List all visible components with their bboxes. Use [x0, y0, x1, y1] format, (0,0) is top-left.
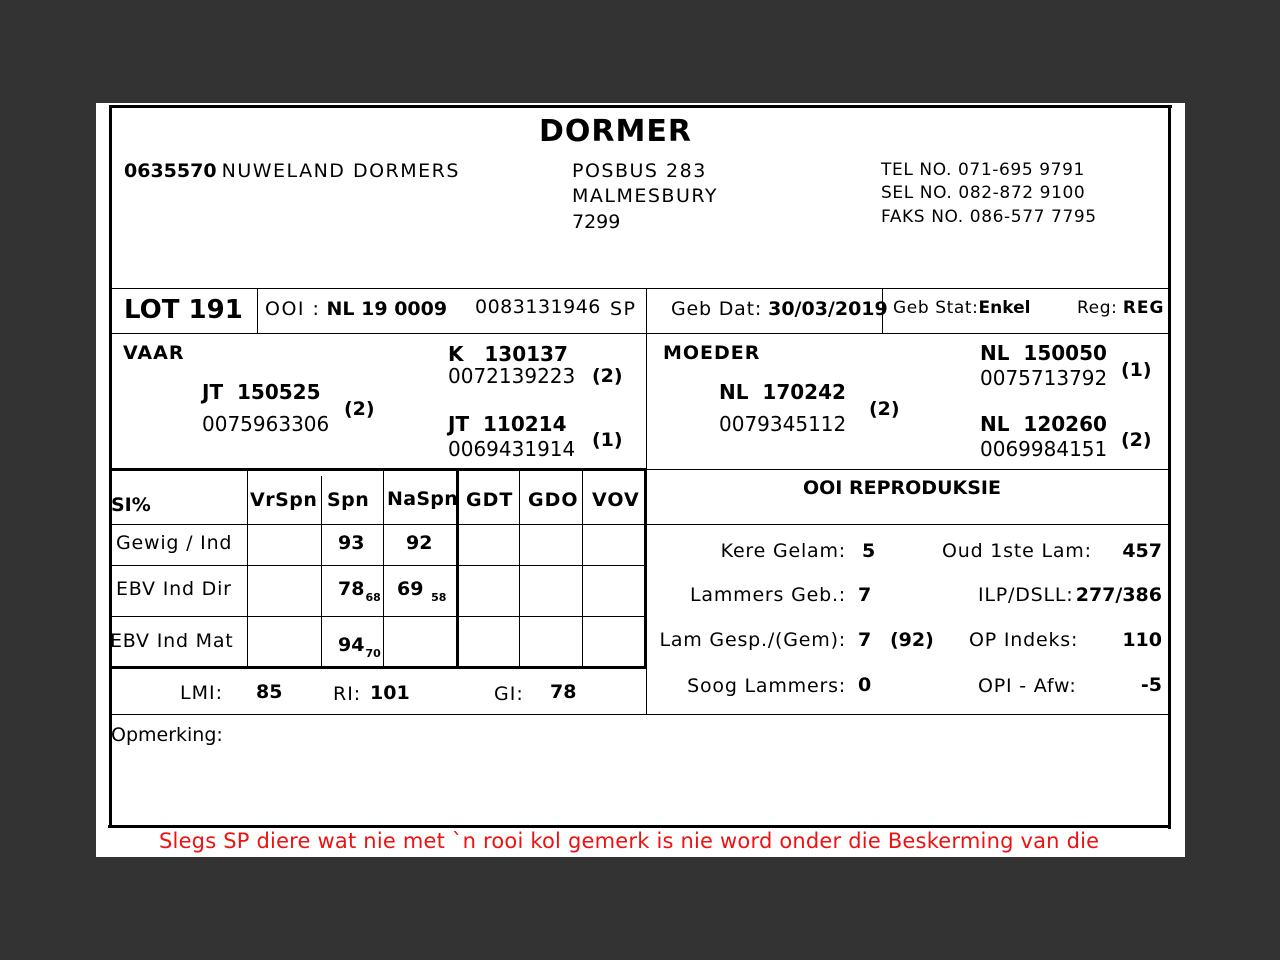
divider-pedigree-left	[111, 468, 647, 471]
reg-value: REG	[1122, 298, 1165, 318]
repro-oud-1ste-label: Oud 1ste Lam:	[942, 540, 1092, 562]
lot-label	[124, 295, 243, 325]
breeder-code: 0635570	[124, 160, 217, 182]
gi-value: 78	[550, 681, 577, 703]
row-label-ebv-mat: EBV Ind Mat	[110, 630, 234, 652]
geb-stat-value: Enkel	[978, 298, 1031, 318]
repro-op-indeks-value: 110	[1122, 629, 1162, 651]
ebv-dir-spn-accuracy: 68	[365, 591, 381, 604]
moeder-id: NL 170242	[719, 380, 846, 404]
moeder-number: 0079345112	[719, 412, 847, 436]
vaar-sire-number: 0072139223	[448, 364, 576, 388]
moeder-sire-number: 0075713792	[980, 366, 1108, 390]
frame-left	[109, 105, 112, 828]
repro-lammers-geb-value: 7	[858, 584, 872, 606]
repro-opi-afw-value: -5	[1140, 674, 1162, 696]
col-gdo	[519, 470, 520, 668]
breed-title: DORMER	[539, 114, 692, 149]
repro-soog-value: 0	[858, 674, 872, 696]
reg-field	[1077, 298, 1165, 318]
divider-indices	[111, 714, 1169, 715]
address-line-1: POSBUS 283	[572, 160, 707, 182]
address-line-2: MALMESBURY	[572, 185, 718, 207]
repro-lam-gesp-value: 7	[858, 629, 872, 651]
col-header-vrspn: VrSpn	[250, 489, 318, 511]
ebv-dir-naspn-accuracy: 58	[431, 591, 447, 604]
geb-dat-label: Geb Dat:	[671, 298, 763, 320]
divider-pedigree-right	[646, 469, 1169, 470]
cell-gewig-spn: 93	[338, 532, 365, 554]
breeder	[124, 160, 460, 182]
vaar-grade: (2)	[344, 398, 375, 420]
moeder-sire-grade: (1)	[1121, 359, 1152, 381]
cell-ebv-dir-naspn	[397, 578, 447, 604]
ri-label: RI:	[333, 683, 362, 705]
contact-tel: TEL NO. 071-695 9791	[881, 160, 1085, 180]
col-header-gdt: GDT	[466, 489, 514, 511]
ebv-dir-spn-value: 78	[338, 578, 365, 600]
repro-ilp-value: 277/386	[1075, 584, 1162, 606]
repro-lammers-geb-label: Lammers Geb.:	[690, 584, 846, 606]
repro-ilp-label: ILP/DSLL:	[978, 584, 1074, 606]
divider-header	[111, 288, 1169, 289]
col-naspn	[383, 470, 384, 668]
vaar-label: VAAR	[123, 342, 185, 364]
geb-stat-label: Geb Stat:	[893, 298, 979, 318]
lot-label-text: LOT	[124, 295, 180, 325]
contact-sel: SEL NO. 082-872 9100	[881, 183, 1086, 203]
ebv-dir-naspn-value: 69	[397, 578, 424, 600]
repro-kere-gelam-label: Kere Gelam:	[720, 540, 846, 562]
col-vrspn	[247, 470, 248, 668]
vaar-id: JT 150525	[202, 380, 321, 404]
moeder-dam-number: 0069984151	[980, 437, 1108, 461]
col-header-spn: Spn	[327, 489, 370, 511]
ebv-mat-spn-accuracy: 70	[365, 647, 381, 660]
repro-op-indeks-label: OP Indeks:	[969, 629, 1079, 651]
col-header-naspn: NaSpn	[387, 488, 459, 510]
repro-kere-gelam-value: 5	[862, 540, 876, 562]
divider-table-head	[111, 524, 1169, 525]
row-label-gewig: Gewig / Ind	[116, 532, 233, 554]
col-vov	[582, 470, 583, 668]
row-label-ebv-dir: EBV Ind Dir	[116, 578, 232, 600]
repro-opi-afw-label: OPI - Afw:	[978, 675, 1077, 697]
divider-row1	[111, 565, 647, 566]
col-header-vov: VOV	[592, 489, 640, 511]
contact-fax: FAKS NO. 086-577 7795	[881, 207, 1097, 227]
gi-label: GI:	[494, 683, 524, 705]
repro-lam-gesp-label: Lam Gesp./(Gem):	[659, 629, 846, 651]
divider-table-bottom	[111, 666, 647, 669]
ri-value: 101	[370, 682, 410, 704]
address-line-3: 7299	[572, 211, 621, 233]
col-header-gdo: GDO	[528, 489, 579, 511]
frame-top	[109, 105, 1172, 108]
lot-grade: SP	[610, 298, 637, 320]
lot-reg-number: 0083131946	[475, 296, 601, 318]
repro-lam-gesp-avg: (92)	[890, 629, 934, 651]
ooi-label: OOI :	[265, 298, 321, 320]
ooi-id: NL 19 0009	[326, 298, 448, 320]
col-header-si: SI%	[111, 494, 151, 516]
vaar-dam-number: 0069431914	[448, 437, 576, 461]
lmi-value: 85	[256, 681, 283, 703]
ooi-field	[265, 298, 447, 320]
divider-center-thick	[644, 469, 647, 669]
vaar-number: 0075963306	[202, 412, 330, 436]
moeder-dam-id: NL 120260	[980, 412, 1107, 436]
cell-gewig-naspn: 92	[406, 532, 433, 554]
col-spn	[321, 476, 322, 668]
divider-lot	[111, 333, 1169, 334]
frame-bottom	[108, 825, 1171, 828]
lmi-label: LMI:	[180, 682, 223, 704]
frame-right	[1168, 105, 1171, 829]
cell-ebv-mat-spn	[338, 634, 381, 660]
vaar-dam-grade: (1)	[592, 429, 623, 451]
divider-row2	[111, 616, 647, 617]
reg-label: Reg:	[1077, 298, 1118, 318]
divider-lot-ooi	[257, 289, 258, 334]
breeder-name: NUWELAND DORMERS	[221, 160, 460, 182]
remarks-label: Opmerking:	[111, 724, 223, 746]
geb-stat-field	[893, 298, 1030, 318]
repro-soog-label: Soog Lammers:	[687, 675, 846, 697]
repro-title: OOI REPRODUKSIE	[803, 477, 1001, 499]
remarks-area	[113, 750, 1163, 820]
repro-oud-1ste-value: 457	[1122, 540, 1162, 562]
vaar-dam-id: JT 110214	[448, 412, 567, 436]
geb-dat-value: 30/03/2019	[768, 298, 888, 320]
cell-ebv-dir-spn	[338, 578, 381, 604]
vaar-sire-grade: (2)	[592, 365, 623, 387]
moeder-grade: (2)	[869, 398, 900, 420]
ebv-mat-spn-value: 94	[338, 634, 365, 656]
lot-number: 191	[188, 295, 243, 325]
vaar-sire-id: K 130137	[448, 342, 568, 366]
moeder-dam-grade: (2)	[1121, 429, 1152, 451]
moeder-sire-id: NL 150050	[980, 341, 1107, 365]
geb-dat-field	[671, 298, 888, 320]
footer-notice: Slegs SP diere wat nie met `n rooi kol gemerk is nie word onder die Beskerming van die	[159, 829, 1100, 853]
moeder-label: MOEDER	[663, 342, 761, 364]
